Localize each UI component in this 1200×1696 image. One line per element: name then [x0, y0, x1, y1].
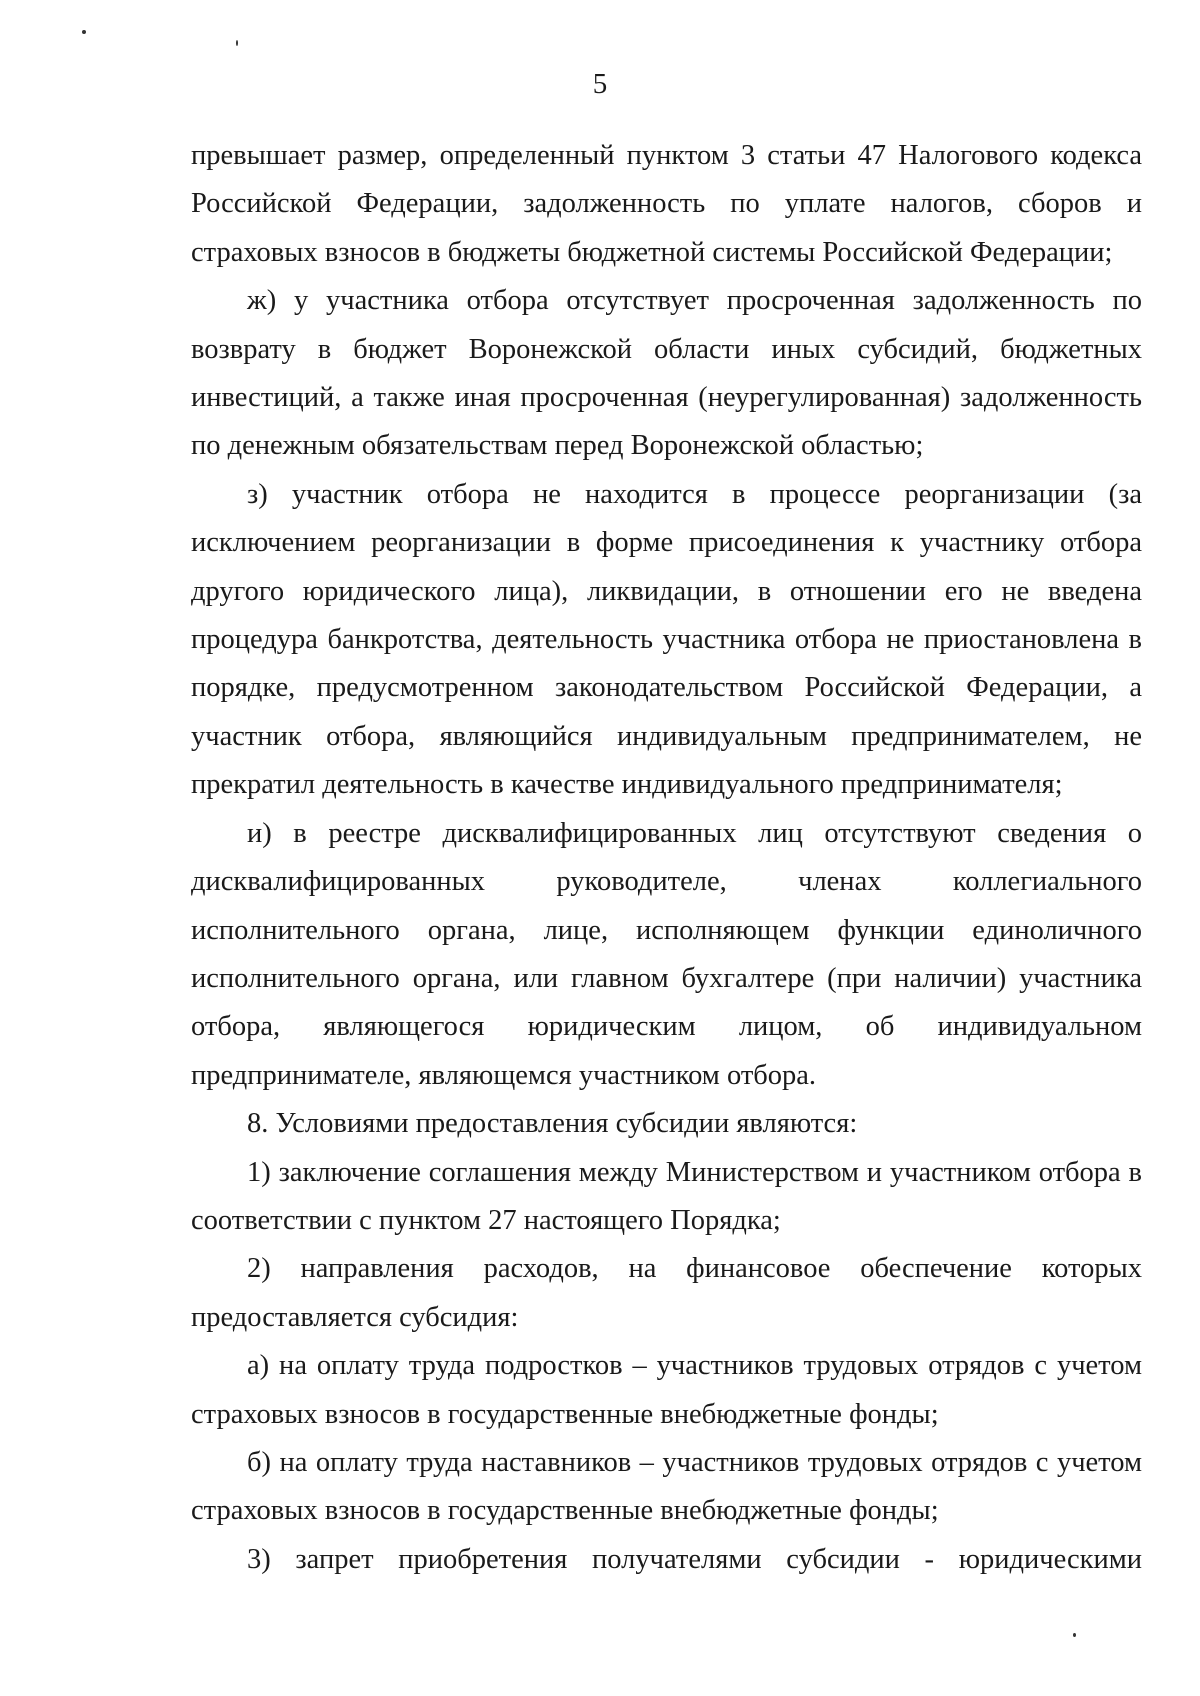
document-body: [191, 132, 1142, 1584]
page-number: 5: [592, 68, 608, 100]
scan-speck: [236, 40, 238, 46]
scan-speck: [1073, 1633, 1076, 1637]
paragraph-item-z: з) участник отбора не находится в процессе реорганизации (за исключением реорганизации в форме присоединения к участнику отбора другого юридического лица), ликвидации, в отношении его не введена процедура банкротства, деятельность участника отбора не приостановлена в порядке, предусмотренном законодательством Российской Федерации, а участник отбора, являющийся индивидуальным предпринимателем, не прекратил деятельность в качестве индивидуального предпринимателя;: [191, 478, 1142, 801]
scan-speck: [82, 30, 86, 34]
paragraph-condition-3: 3) запрет приобретения получателями субсидии - юридическими: [247, 1543, 1142, 1575]
paragraph-clause-8: 8. Условиями предоставления субсидии являются:: [247, 1108, 858, 1140]
paragraph-item-zh: ж) у участника отбора отсутствует просроченная задолженность по возврату в бюджет Воронежской области иных субсидий, бюджетных инвестиций, а также иная просроченная (неурегулированная) задолженность по денежным обязательствам перед Воронежской областью;: [191, 285, 1142, 462]
paragraph-continuation: превышает размер, определенный пунктом 3 статьи 47 Налогового кодекса Российской Федерации, задолженность по уплате налогов, сборов и страховых взносов в бюджеты бюджетной системы Российской Федерации;: [191, 140, 1142, 268]
paragraph-item-i: и) в реестре дисквалифицированных лиц отсутствуют сведения о дисквалифицированных руководителе, членах коллегиального исполнительного органа, лице, исполняющем функции единоличного исполнительного органа, или главном бухгалтере (при наличии) участника отбора, являющегося юридическим лицом, об индивидуальном предпринимателе, являющемся участником отбора.: [191, 817, 1142, 1091]
paragraph-condition-2b: б) на оплату труда наставников – участников трудовых отрядов с учетом страховых взносов в государственные внебюджетные фонды;: [191, 1446, 1142, 1527]
paragraph-condition-2a: а) на оплату труда подростков – участников трудовых отрядов с учетом страховых взносов в государственные внебюджетные фонды;: [191, 1350, 1142, 1430]
paragraph-condition-2: 2) направления расходов, на финансовое обеспечение которых предоставляется субсидия:: [191, 1253, 1142, 1333]
paragraph-condition-1: 1) заключение соглашения между Министерством и участником отбора в соответствии с пунктом 27 настоящего Порядка;: [191, 1156, 1142, 1236]
